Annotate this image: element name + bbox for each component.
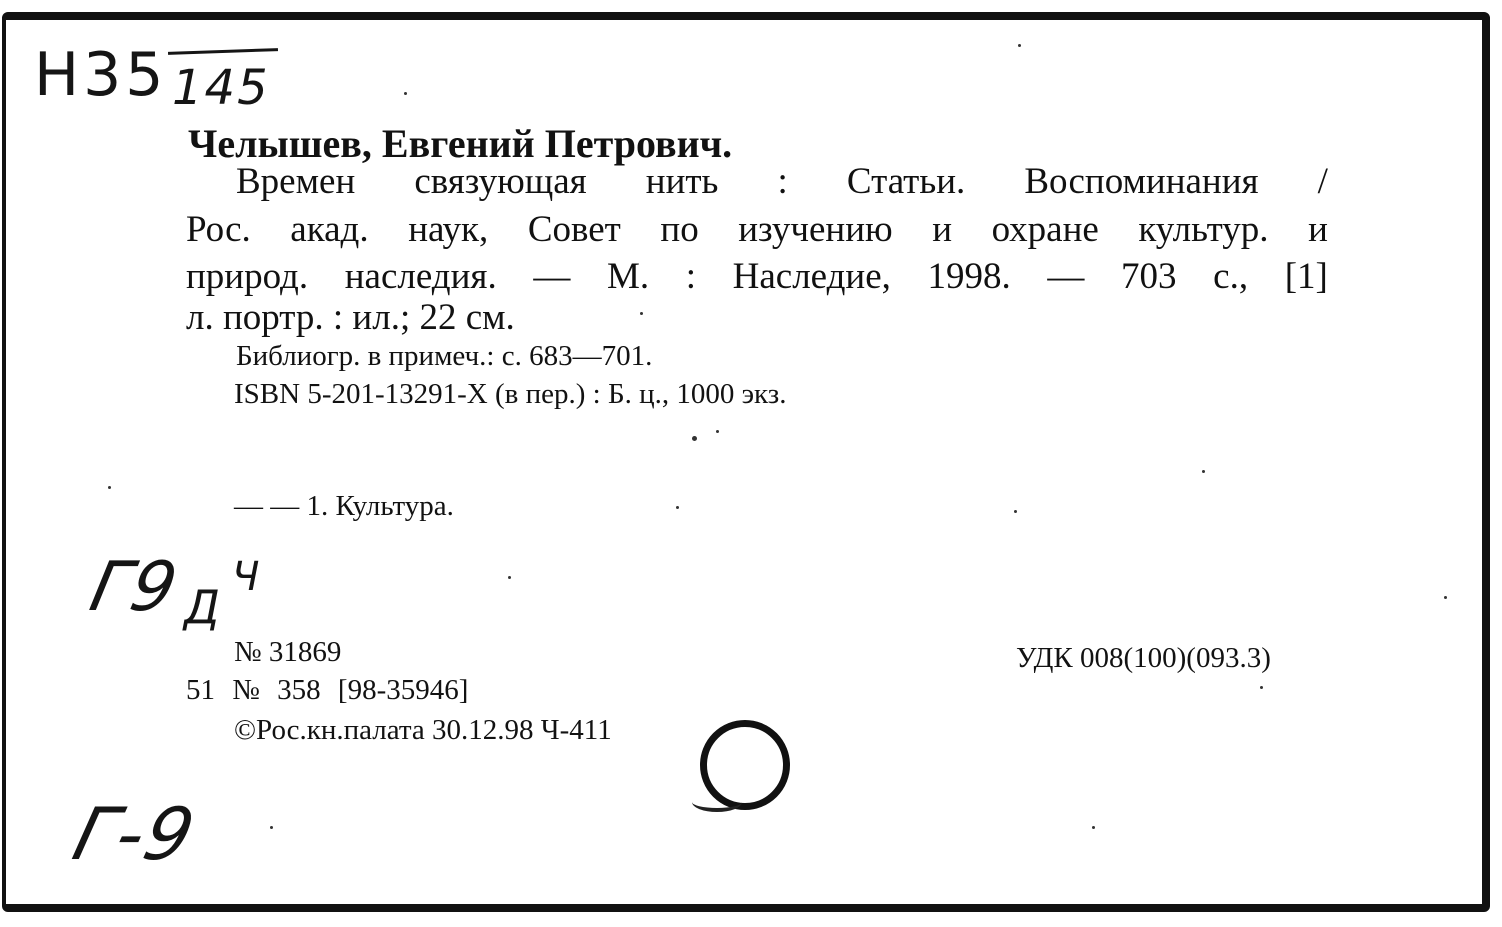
scan-speck [676, 506, 679, 509]
title-word: с., [1213, 256, 1249, 297]
scan-speck [1092, 826, 1095, 829]
title-word: Времен [236, 161, 356, 202]
title-word: акад. [290, 209, 369, 250]
title-line-2 [186, 208, 1328, 251]
book-chamber-line: ©Рос.кн.палата 30.12.98 Ч-411 [234, 714, 612, 746]
handwritten-class-code: Г9 [83, 548, 186, 627]
scan-speck [716, 430, 719, 433]
subject-heading: — — 1. Культура. [234, 490, 454, 522]
title-word: / [1317, 161, 1328, 202]
scan-speck [508, 576, 511, 579]
scan-speck [1260, 686, 1263, 689]
isbn-note: ISBN 5-201-13291-Х (в пер.) : Б. ц., 1000 экз. [234, 378, 787, 410]
title-line-1 [236, 160, 1328, 203]
shelf-mark-number: 145 [172, 60, 270, 116]
title-word: [1] [1284, 256, 1328, 297]
scan-speck [1444, 596, 1447, 599]
title-word: охране [991, 209, 1099, 250]
scan-speck [1014, 510, 1017, 513]
scan-speck [404, 92, 407, 95]
title-word: и [1308, 209, 1328, 250]
scan-speck [1202, 470, 1205, 473]
punch-hole-smudge [692, 792, 742, 812]
title-word: наследия. [344, 256, 497, 297]
copy-number: 51 № 358 [98-35946] [186, 674, 469, 706]
title-word: и [932, 209, 953, 250]
title-word: : [777, 161, 788, 202]
title-line-3 [186, 255, 1328, 298]
title-word: по [660, 209, 699, 250]
title-word: 1998. [927, 256, 1011, 297]
title-word: наук, [408, 209, 489, 250]
title-word: Наследие, [732, 256, 891, 297]
scan-speck [270, 826, 273, 829]
title-word: Рос. [186, 209, 251, 250]
title-word: Воспоминания [1024, 161, 1259, 202]
title-word: Совет [527, 209, 621, 250]
scan-speck [692, 436, 697, 441]
title-word: — [533, 256, 571, 297]
title-word: природ. [186, 256, 309, 297]
title-word: М. [606, 256, 650, 297]
title-word: : [685, 256, 697, 297]
handwritten-class-superscript: Ч [232, 554, 262, 600]
author-heading: Челышев, Евгений Петрович. [188, 121, 733, 166]
title-word: культур. [1138, 209, 1269, 250]
handwritten-class-subscript: Д [184, 580, 222, 634]
bibliography-note: Библиогр. в примеч.: с. 683—701. [236, 340, 653, 372]
title-word: изучению [738, 209, 893, 250]
title-word: связующая [414, 161, 587, 202]
handwritten-bottom-mark: Г-9 [65, 792, 205, 876]
title-word: нить [645, 161, 719, 202]
title-word: 703 [1121, 256, 1177, 297]
title-line-4: л. портр. : ил.; 22 см. [186, 297, 515, 338]
shelf-mark-code: Н35 [34, 40, 168, 110]
scan-speck [640, 312, 643, 315]
scan-speck [108, 486, 111, 489]
title-word: Статьи. [846, 161, 966, 202]
udc-code: УДК 008(100)(093.3) [1016, 642, 1271, 674]
title-word: — [1047, 256, 1085, 297]
scan-speck [1018, 44, 1021, 47]
record-number: № 31869 [234, 636, 342, 668]
